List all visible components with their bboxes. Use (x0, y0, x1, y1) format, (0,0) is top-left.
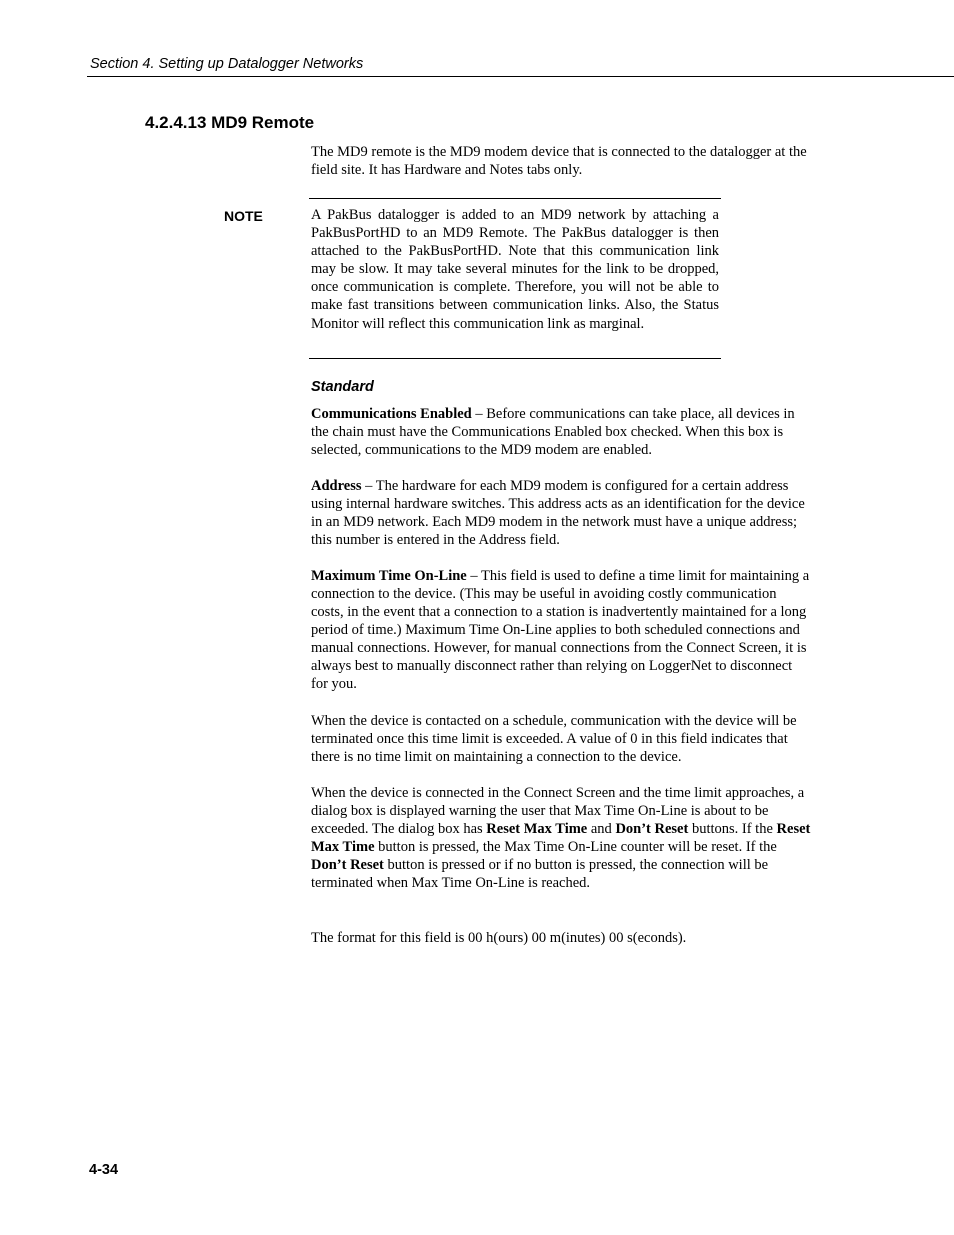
connect-text-4: button is pressed, the Max Time On-Line counter will be reset. If the (374, 839, 777, 855)
address-term: Address (311, 478, 362, 494)
header-rule (87, 76, 954, 77)
connect-screen-paragraph (311, 784, 811, 892)
comm-enabled-paragraph (311, 405, 811, 459)
connect-text-2: and (587, 821, 616, 837)
reset-max-time-label: Reset Max Time (486, 821, 588, 837)
reset-max-time-label-2: Reset Max Time (311, 821, 811, 855)
connect-text-5: button is pressed or if no button is pressed, the connection will be terminated when Max Time On-Line is reached. (311, 857, 769, 891)
note-bottom-rule (309, 358, 721, 359)
comm-enabled-text: – Before communications can take place, all devices in the chain must have the Communications Enabled box checked. When this box is selected, communications to the MD9 modem are enabled. (311, 406, 795, 458)
dont-reset-label-2: Don’t Reset (311, 857, 384, 873)
page-number: 4-34 (89, 1162, 119, 1178)
standard-heading: Standard (311, 379, 374, 395)
section-heading: 4.2.4.13 MD9 Remote (145, 113, 315, 132)
max-time-term: Maximum Time On-Line (311, 568, 467, 584)
running-header: Section 4. Setting up Datalogger Networks (90, 56, 364, 72)
connect-text-3: buttons. If the (688, 821, 777, 837)
schedule-paragraph: When the device is contacted on a schedule, communication with the device will be terminated once this time limit is exceeded. A value of 0 in this field indicates that there is no time limit on maintaining a connection to the device. (311, 713, 797, 765)
format-paragraph: The format for this field is 00 h(ours) 00 m(inutes) 00 s(econds). (311, 930, 687, 946)
intro-paragraph: The MD9 remote is the MD9 modem device that is connected to the datalogger at the field site. It has Hardware and Notes tabs only. (311, 144, 807, 178)
max-time-paragraph (311, 567, 811, 693)
comm-enabled-term: Communications Enabled (311, 406, 472, 422)
connect-text-1: When the device is connected in the Connect Screen and the time limit approaches, a dialog box is displayed warning the user that Max Time On-Line is about to be exceeded. The dialog box has (311, 785, 805, 837)
note-label: NOTE (224, 208, 263, 224)
address-text: – The hardware for each MD9 modem is configured for a certain address using internal hardware switches. This address acts as an identification for the device in an MD9 network. Each MD9 modem in the network must have a unique address; this number is entered in the Address field. (311, 478, 805, 548)
address-paragraph (311, 477, 811, 549)
note-text: A PakBus datalogger is added to an MD9 network by attaching a PakBusPortHD to an MD9 Remote. The PakBus datalogger is then attached to the PakBusPortHD. Note that this communication link may be slow. It may take several minutes for the link to be dropped, once communication is complete. Therefore, you will not be able to make fast transitions between communication links. Also, the Status Monitor will reflect this communication link as marginal. (311, 207, 719, 332)
max-time-text: – This field is used to define a time limit for maintaining a connection to the device. (This may be useful in avoiding costly communication costs, in the event that a connection to a station is inadvertently maintained for a long period of time.) Maximum Time On-Line applies to both scheduled connections and manual connections. However, for manual connections from the Connect Screen, it is always best to manually disconnect rather than relying on LoggerNet to disconnect for you. (311, 568, 810, 692)
note-top-rule (309, 198, 721, 199)
dont-reset-label: Don’t Reset (615, 821, 689, 837)
